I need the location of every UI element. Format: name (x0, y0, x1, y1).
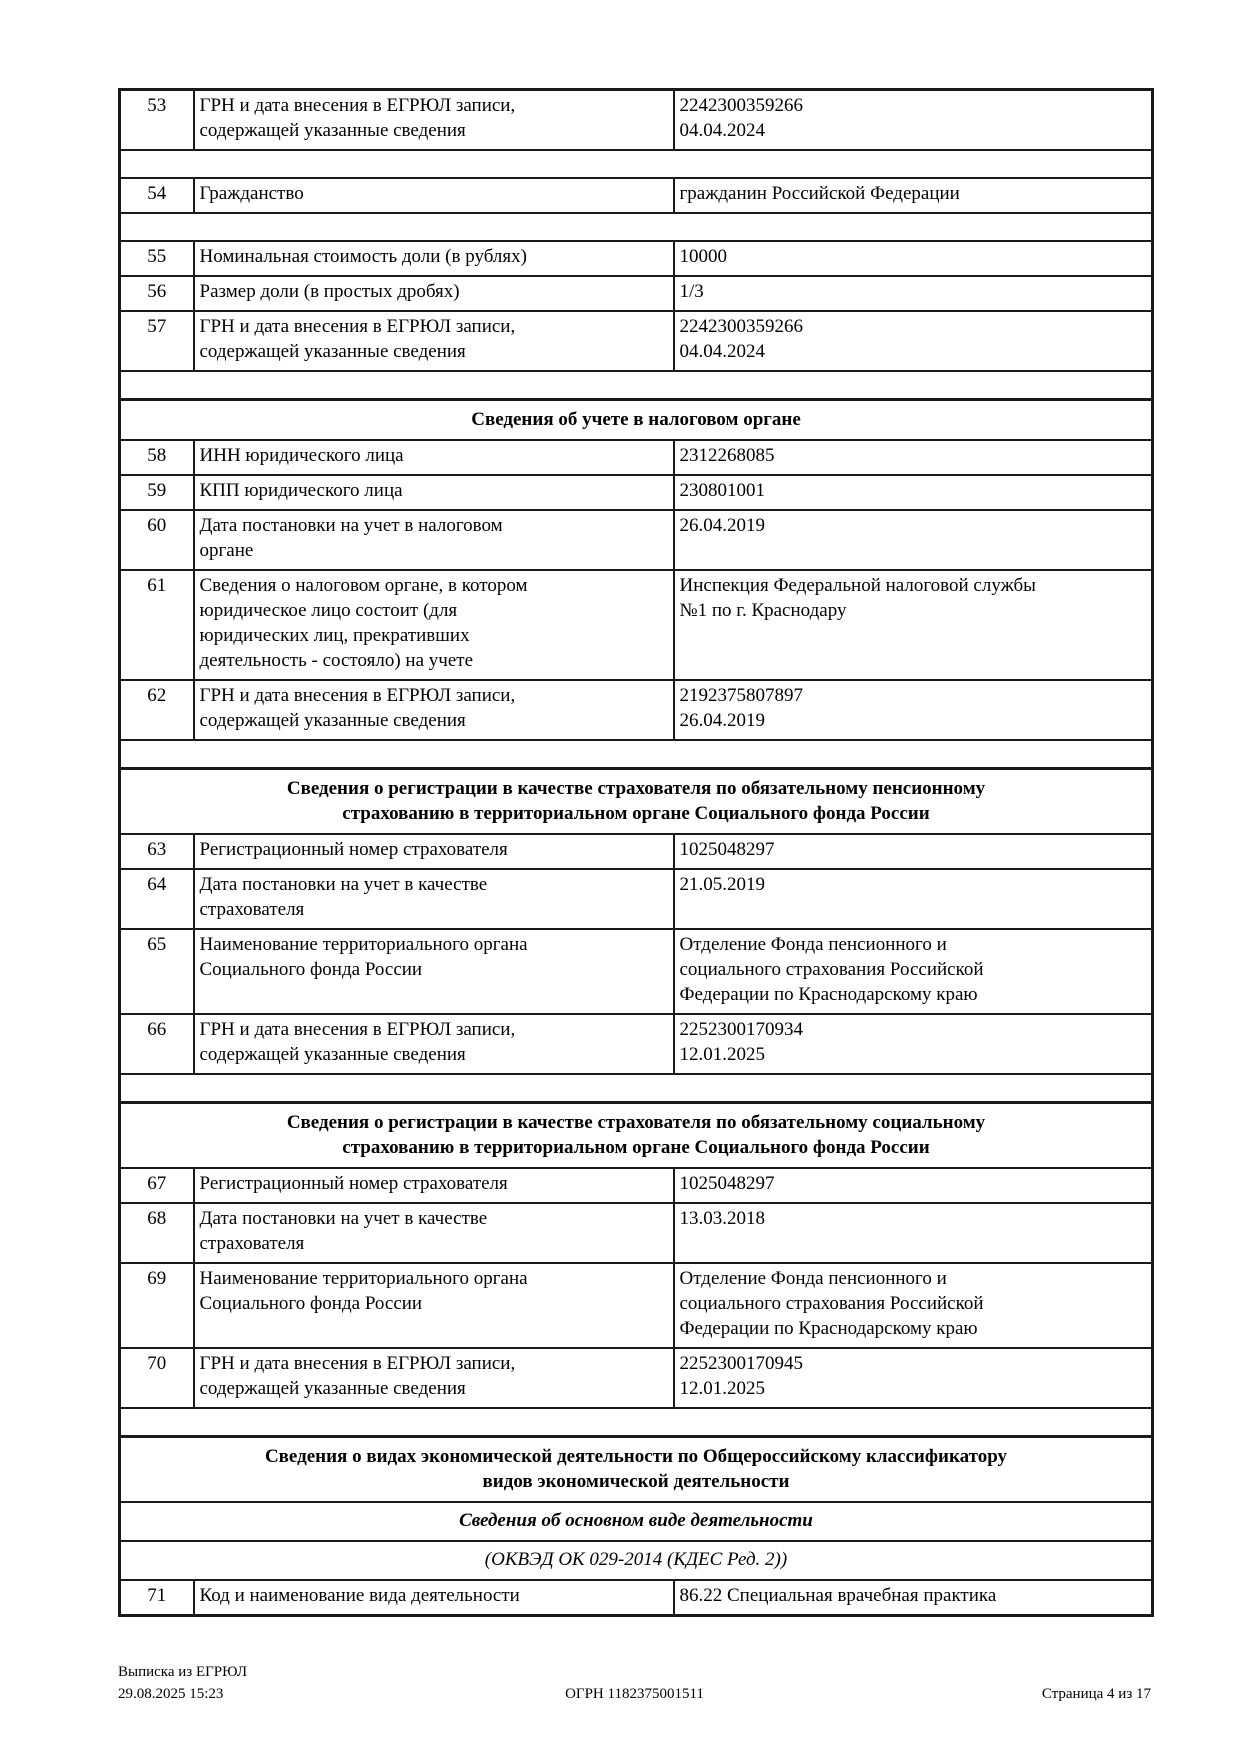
section-title-line: Сведения о видах экономической деятельности по Общероссийскому классификатору (264, 1446, 1008, 1467)
spacer-cell (120, 371, 1153, 400)
attribute-name-cell (194, 475, 674, 510)
attribute-value-line: Отделение Фонда пенсионного и (679, 1268, 947, 1289)
row-number-cell: 67 (120, 1168, 194, 1203)
attribute-name-cell (194, 869, 674, 929)
table-row-58 (120, 440, 1153, 475)
table-row-64 (120, 869, 1153, 929)
section-header-row (120, 769, 1153, 835)
section-title-line: страхованию в территориальном органе Социального фонда России (342, 803, 930, 824)
spacer-row (120, 150, 1153, 178)
attribute-name-cell (194, 1014, 674, 1074)
section-title-line: Сведения об учете в налоговом органе (471, 409, 801, 430)
row-number-cell: 60 (120, 510, 194, 570)
table-row-70 (120, 1348, 1153, 1408)
attribute-name-line: Наименование территориального органа (199, 934, 528, 955)
attribute-name-line: Социального фонда России (199, 1293, 423, 1314)
attribute-name-line: органе (199, 540, 254, 561)
attribute-name-cell (194, 834, 674, 869)
attribute-name-line: Код и наименование вида деятельности (199, 1585, 520, 1606)
attribute-value-cell (674, 90, 1153, 151)
table-row-61 (120, 570, 1153, 680)
attribute-name-line: страхователя (199, 899, 305, 920)
attribute-name-cell (194, 1203, 674, 1263)
attribute-name-cell (194, 440, 674, 475)
row-number-cell: 64 (120, 869, 194, 929)
section-title-line: Сведения о регистрации в качестве страхователя по обязательному пенсионному (286, 778, 986, 799)
row-number-cell: 61 (120, 570, 194, 680)
attribute-value-line: 13.03.2018 (679, 1208, 765, 1229)
attribute-name-line: КПП юридического лица (199, 480, 403, 501)
attribute-name-cell (194, 680, 674, 740)
attribute-name-cell (194, 570, 674, 680)
row-number-cell: 68 (120, 1203, 194, 1263)
table-row-62 (120, 680, 1153, 740)
spacer-cell (120, 213, 1153, 241)
attribute-value-cell (674, 440, 1153, 475)
row-number-cell: 62 (120, 680, 194, 740)
attribute-value-line: 04.04.2024 (679, 341, 765, 362)
attribute-value-line: 2192375807897 (679, 685, 803, 706)
attribute-name-line: ГРН и дата внесения в ЕГРЮЛ записи, (199, 685, 516, 706)
attribute-name-line: содержащей указанные сведения (199, 1378, 466, 1399)
spacer-row (120, 740, 1153, 769)
attribute-value-line: 86.22 Специальная врачебная практика (679, 1585, 997, 1606)
attribute-name-cell (194, 929, 674, 1014)
attribute-name-cell (194, 510, 674, 570)
attribute-name-line: ГРН и дата внесения в ЕГРЮЛ записи, (199, 1353, 516, 1374)
attribute-name-line: Дата постановки на учет в налоговом (199, 515, 503, 536)
table-row-53 (120, 90, 1153, 151)
footer-doc-title: Выписка из ЕГРЮЛ (118, 1664, 247, 1680)
subsection-header-row (120, 1502, 1153, 1541)
row-number-cell: 55 (120, 241, 194, 276)
attribute-value-line: социального страхования Российской (679, 959, 984, 980)
section-title (120, 1437, 1153, 1503)
footer-ogrn: ОГРН 1182375001511 (565, 1686, 704, 1702)
attribute-value-cell (674, 1168, 1153, 1203)
table-row-55 (120, 241, 1153, 276)
attribute-name-line: содержащей указанные сведения (199, 341, 466, 362)
attribute-name-line: Гражданство (199, 183, 304, 204)
attribute-value-line: 230801001 (679, 480, 765, 501)
row-number-cell: 69 (120, 1263, 194, 1348)
table-row-57 (120, 311, 1153, 371)
table-row-67 (120, 1168, 1153, 1203)
subsection-header-row (120, 1541, 1153, 1580)
attribute-value-line: 12.01.2025 (679, 1044, 765, 1065)
table-row-63 (120, 834, 1153, 869)
attribute-value-cell (674, 869, 1153, 929)
row-number-cell: 63 (120, 834, 194, 869)
section-header-row (120, 400, 1153, 441)
attribute-value-line: 10000 (679, 246, 727, 267)
attribute-value-line: Инспекция Федеральной налоговой службы (679, 575, 1036, 596)
attribute-value-line: 2242300359266 (679, 316, 803, 337)
attribute-value-line: 2252300170934 (679, 1019, 803, 1040)
attribute-value-line: 1025048297 (679, 1173, 775, 1194)
attribute-value-line: 1/3 (679, 281, 704, 302)
table-row-68 (120, 1203, 1153, 1263)
section-title (120, 769, 1153, 835)
spacer-row (120, 1408, 1153, 1437)
attribute-value-cell (674, 1348, 1153, 1408)
attribute-value-line: №1 по г. Краснодару (679, 600, 847, 621)
attribute-value-cell (674, 1263, 1153, 1348)
attribute-value-cell (674, 475, 1153, 510)
attribute-value-line: Федерации по Краснодарскому краю (679, 984, 978, 1005)
table-row-59 (120, 475, 1153, 510)
attribute-name-line: деятельность - состояло) на учете (199, 650, 473, 671)
attribute-name-line: Номинальная стоимость доли (в рублях) (199, 246, 527, 267)
attribute-name-line: Социального фонда России (199, 959, 423, 980)
attribute-value-line: 2252300170945 (679, 1353, 803, 1374)
attribute-value-cell (674, 1203, 1153, 1263)
row-number-cell: 56 (120, 276, 194, 311)
attribute-name-cell (194, 90, 674, 151)
section-title-line: видов экономической деятельности (482, 1471, 790, 1492)
attribute-value-line: 26.04.2019 (679, 710, 765, 731)
attribute-value-line: Федерации по Краснодарскому краю (679, 1318, 978, 1339)
attribute-name-line: Регистрационный номер страхователя (199, 1173, 508, 1194)
table-row-71 (120, 1580, 1153, 1616)
attribute-value-cell (674, 241, 1153, 276)
row-number-cell: 58 (120, 440, 194, 475)
egrul-extract-table (118, 88, 1154, 1617)
attribute-name-cell (194, 1580, 674, 1616)
attribute-value-line: 1025048297 (679, 839, 775, 860)
attribute-name-line: Дата постановки на учет в качестве (199, 874, 488, 895)
section-title (120, 1541, 1153, 1580)
section-title-line: Сведения о регистрации в качестве страхователя по обязательному социальному (286, 1112, 986, 1133)
attribute-value-cell (674, 680, 1153, 740)
section-title-line: страхованию в территориальном органе Социального фонда России (342, 1137, 930, 1158)
attribute-value-line: 21.05.2019 (679, 874, 765, 895)
attribute-name-line: Размер доли (в простых дробях) (199, 281, 460, 302)
section-title-line: Сведения об основном виде деятельности (459, 1510, 813, 1531)
section-title (120, 1103, 1153, 1169)
section-header-row (120, 1437, 1153, 1503)
attribute-name-line: ИНН юридического лица (199, 445, 404, 466)
footer-timestamp: 29.08.2025 15:23 (118, 1686, 224, 1702)
attribute-value-cell (674, 510, 1153, 570)
attribute-name-line: Наименование территориального органа (199, 1268, 528, 1289)
attribute-name-line: содержащей указанные сведения (199, 710, 466, 731)
table-row-69 (120, 1263, 1153, 1348)
attribute-name-cell (194, 1348, 674, 1408)
attribute-name-cell (194, 276, 674, 311)
attribute-value-line: 12.01.2025 (679, 1378, 765, 1399)
table-row-65 (120, 929, 1153, 1014)
attribute-name-cell (194, 1263, 674, 1348)
attribute-name-line: ГРН и дата внесения в ЕГРЮЛ записи, (199, 95, 516, 116)
row-number-cell: 53 (120, 90, 194, 151)
row-number-cell: 65 (120, 929, 194, 1014)
attribute-name-line: Сведения о налоговом органе, в котором (199, 575, 528, 596)
attribute-name-line: юридических лиц, прекративших (199, 625, 470, 646)
attribute-name-line: ГРН и дата внесения в ЕГРЮЛ записи, (199, 1019, 516, 1040)
attribute-name-line: страхователя (199, 1233, 305, 1254)
attribute-value-line: социального страхования Российской (679, 1293, 984, 1314)
attribute-value-cell (674, 929, 1153, 1014)
attribute-name-line: Регистрационный номер страхователя (199, 839, 508, 860)
spacer-row (120, 371, 1153, 400)
row-number-cell: 54 (120, 178, 194, 213)
attribute-value-line: 2312268085 (679, 445, 775, 466)
attribute-name-cell (194, 178, 674, 213)
table-row-66 (120, 1014, 1153, 1074)
section-header-row (120, 1103, 1153, 1169)
section-title (120, 400, 1153, 441)
row-number-cell: 66 (120, 1014, 194, 1074)
attribute-value-line: 2242300359266 (679, 95, 803, 116)
attribute-name-cell (194, 241, 674, 276)
attribute-name-line: Дата постановки на учет в качестве (199, 1208, 488, 1229)
attribute-value-line: гражданин Российской Федерации (679, 183, 960, 204)
attribute-value-cell (674, 311, 1153, 371)
attribute-name-cell (194, 1168, 674, 1203)
spacer-row (120, 213, 1153, 241)
section-title (120, 1502, 1153, 1541)
spacer-cell (120, 150, 1153, 178)
attribute-value-line: 26.04.2019 (679, 515, 765, 536)
attribute-value-cell (674, 570, 1153, 680)
attribute-value-cell (674, 1580, 1153, 1616)
spacer-cell (120, 1408, 1153, 1437)
footer-page-number: Страница 4 из 17 (1041, 1686, 1151, 1702)
attribute-name-line: юридическое лицо состоит (для (199, 600, 458, 621)
spacer-cell (120, 1074, 1153, 1103)
attribute-value-cell (674, 834, 1153, 869)
attribute-name-cell (194, 311, 674, 371)
row-number-cell: 71 (120, 1580, 194, 1616)
table-row-60 (120, 510, 1153, 570)
table-row-56 (120, 276, 1153, 311)
attribute-value-cell (674, 1014, 1153, 1074)
attribute-value-cell (674, 276, 1153, 311)
spacer-cell (120, 740, 1153, 769)
attribute-value-line: 04.04.2024 (679, 120, 765, 141)
row-number-cell: 70 (120, 1348, 194, 1408)
row-number-cell: 57 (120, 311, 194, 371)
attribute-name-line: содержащей указанные сведения (199, 1044, 466, 1065)
attribute-name-line: ГРН и дата внесения в ЕГРЮЛ записи, (199, 316, 516, 337)
attribute-name-line: содержащей указанные сведения (199, 120, 466, 141)
table-row-54 (120, 178, 1153, 213)
attribute-value-cell (674, 178, 1153, 213)
attribute-value-line: Отделение Фонда пенсионного и (679, 934, 947, 955)
spacer-row (120, 1074, 1153, 1103)
row-number-cell: 59 (120, 475, 194, 510)
section-title-line: (ОКВЭД ОК 029-2014 (КДЕС Ред. 2)) (484, 1549, 788, 1570)
